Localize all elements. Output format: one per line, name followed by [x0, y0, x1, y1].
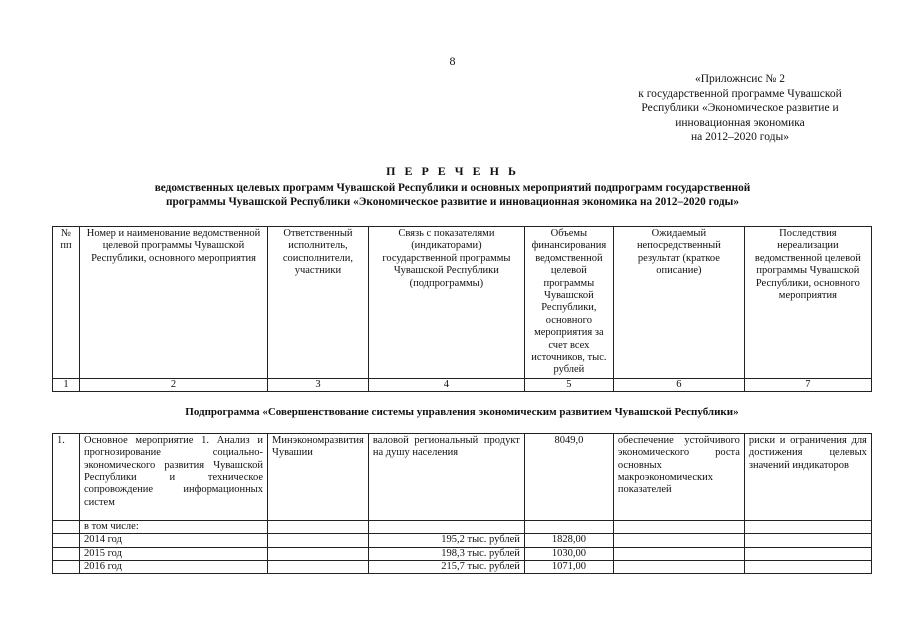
- empty-cell: [744, 520, 871, 533]
- document-subtitle: [0, 181, 905, 209]
- page-number: 8: [449, 54, 456, 68]
- table-row: [53, 433, 872, 520]
- empty-cell: [613, 534, 744, 547]
- empty-cell: [53, 547, 80, 560]
- year-amount: 1071,00: [524, 560, 613, 573]
- header-cell-number: № пп: [53, 227, 80, 379]
- subprogram-row: [53, 392, 872, 433]
- column-number: 6: [613, 378, 744, 391]
- empty-cell: [268, 520, 369, 533]
- year-amount: 1030,00: [524, 547, 613, 560]
- row-number: 1.: [53, 433, 80, 520]
- year-amount: 1828,00: [524, 534, 613, 547]
- header-cell-consequences: Последствия нереализации ведомственной целевой программы Чувашской Республики, основного мероприятия: [744, 227, 871, 379]
- year-label: 2015 год: [80, 547, 268, 560]
- table-row: [53, 534, 872, 547]
- measure-name: Основное мероприятие 1. Анализ и прогнозирование социально-экономического развития Чувашской Республики и техническое сопровождение информационных систем: [80, 433, 268, 520]
- header-cell-indicators: Связь с показателями (индикаторами) государственной программы Чувашской Республики (подпрограммы): [368, 227, 524, 379]
- empty-cell: [744, 534, 871, 547]
- empty-cell: [268, 547, 369, 560]
- column-number: 2: [80, 378, 268, 391]
- empty-cell: [613, 547, 744, 560]
- measure-amount: 8049,0: [524, 433, 613, 520]
- column-number-row: [53, 378, 872, 391]
- empty-cell: [613, 560, 744, 573]
- year-label: 2016 год: [80, 560, 268, 573]
- programs-table: [52, 226, 872, 574]
- empty-cell: [524, 520, 613, 533]
- column-number: 4: [368, 378, 524, 391]
- subtitle-line: программы Чувашской Республики «Экономическое развитие и инновационная экономика на 2012–2020 годы»: [165, 196, 739, 208]
- measure-indicator: валовой региональный продукт на душу населения: [368, 433, 524, 520]
- table-header-row: [53, 227, 872, 379]
- empty-cell: [744, 547, 871, 560]
- header-cell-funding: Объемы финансирования ведомственной целевой программы Чувашской Республики, основного мероприятия за счет всех источников, тыс. рублей: [524, 227, 613, 379]
- appendix-note: [600, 72, 880, 145]
- appendix-line: Республики «Экономическое развитие и: [641, 102, 839, 114]
- empty-cell: [53, 534, 80, 547]
- appendix-line: к государственной программе Чувашской: [638, 87, 842, 100]
- column-number: 5: [524, 378, 613, 391]
- document-title: П Е Р Е Ч Е Н Ь: [386, 164, 519, 178]
- year-indicator: 215,7 тыс. рублей: [368, 560, 524, 573]
- empty-cell: [53, 560, 80, 573]
- column-number: 1: [53, 378, 80, 391]
- including-label: в том числе:: [80, 520, 268, 533]
- subprogram-title: Подпрограмма «Совершенствование системы управления экономическим развитием Чувашской Республики»: [53, 392, 872, 433]
- header-cell-result: Ожидаемый непосредственный результат (краткое описание): [613, 227, 744, 379]
- table-row: [53, 520, 872, 533]
- empty-cell: [744, 560, 871, 573]
- table-row: [53, 547, 872, 560]
- empty-cell: [268, 534, 369, 547]
- appendix-line: инновационная экономика: [675, 116, 805, 129]
- appendix-line: «Приложнсис № 2: [694, 73, 786, 85]
- column-number: 7: [744, 378, 871, 391]
- empty-cell: [368, 520, 524, 533]
- year-indicator: 195,2 тыс. рублей: [368, 534, 524, 547]
- empty-cell: [268, 560, 369, 573]
- empty-cell: [53, 520, 80, 533]
- year-label: 2014 год: [80, 534, 268, 547]
- table-row: [53, 560, 872, 573]
- subtitle-line: ведомственных целевых программ Чувашской Республики и основных мероприятий подпрограмм государственной: [154, 182, 751, 194]
- measure-executor: Минэкономразвития Чувашии: [268, 433, 369, 520]
- header-cell-name: Номер и наименование ведомственной целевой программы Чувашской Республики, основного мероприятия: [80, 227, 268, 379]
- column-number: 3: [268, 378, 369, 391]
- year-indicator: 198,3 тыс. рублей: [368, 547, 524, 560]
- measure-result: обеспечение устойчивого экономического роста основных макроэкономических показателей: [613, 433, 744, 520]
- empty-cell: [613, 520, 744, 533]
- appendix-line: на 2012–2020 годы»: [691, 131, 789, 143]
- header-cell-executor: Ответственный исполнитель, соисполнители, участники: [268, 227, 369, 379]
- document-heading: [0, 164, 905, 209]
- measure-consequences: риски и ограничения для достижения целевых значений индикаторов: [744, 433, 871, 520]
